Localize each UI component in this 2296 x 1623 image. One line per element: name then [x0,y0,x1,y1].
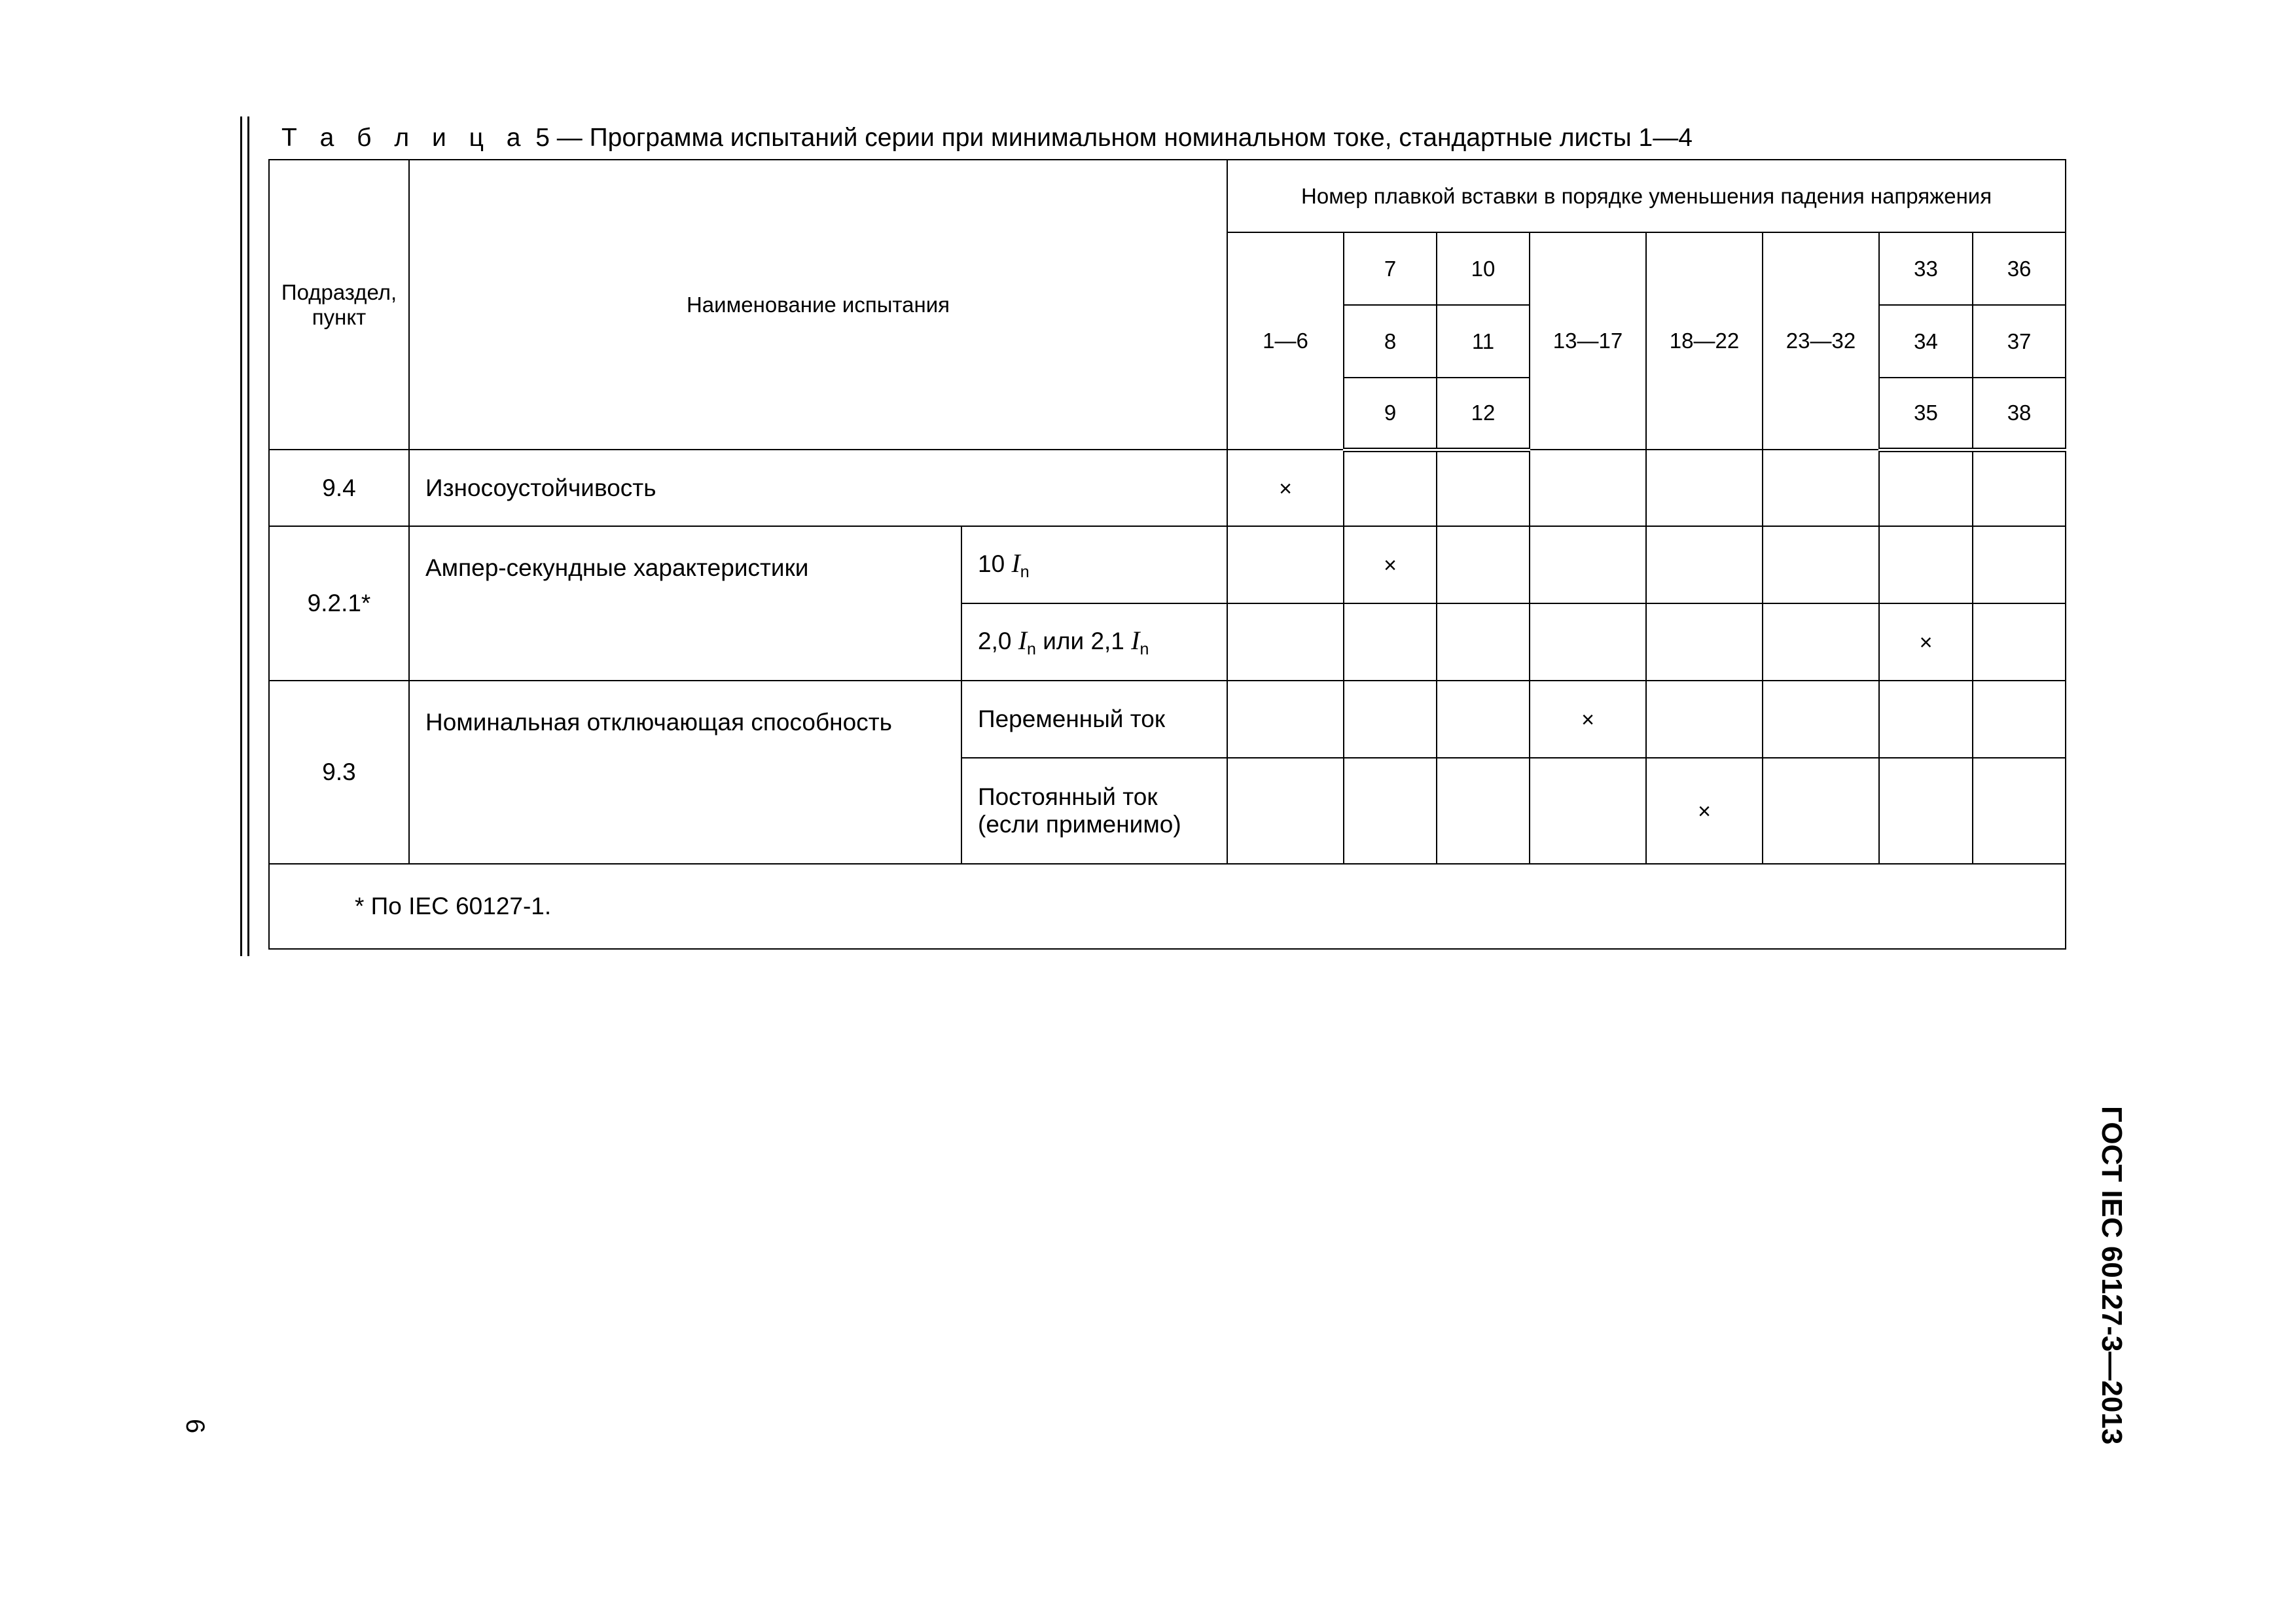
page-number: 6 [181,1419,209,1434]
table-caption [281,120,1693,156]
fuse-range-4: 13—17 [1530,232,1646,450]
test-mark-cell [1879,603,1973,681]
condition-dc: Постоянный ток (если применимо) [961,758,1227,864]
fuse-number: 35 [1879,378,1973,450]
test-mark: × [1581,707,1594,732]
test-mark-cell [1646,758,1763,864]
row-section-9-3: 9.3 [269,681,409,864]
row-test-wear: Износоустойчивость [409,450,1227,526]
fuse-number: 38 [1973,378,2066,450]
fuse-number: 7 [1344,232,1437,305]
fuse-number: 36 [1973,232,2066,305]
fuse-range-5: 18—22 [1646,232,1763,450]
fuse-number: 8 [1344,305,1437,378]
test-mark-cell [1227,450,1344,526]
fuse-number: 37 [1973,305,2066,378]
header-fuse-group: Номер плавкой вставки в порядке уменьшения падения напряжения [1227,160,2066,232]
fuse-number: 34 [1879,305,1973,378]
row-test-time-current: Ампер-секундные характеристики [409,526,961,681]
fuse-number: 33 [1879,232,1973,305]
row-section-9-2-1: 9.2.1* [269,526,409,681]
condition-10-in: 10 $I_n$ [961,526,1227,603]
table-footnote: * По IEC 60127-1. [269,864,2066,949]
fuse-range-1: 1—6 [1227,232,1344,450]
condition-2-0-in: 2,0 $I_n$ или 2,1 $I_n$ [961,603,1227,681]
fuse-range-6: 23—32 [1763,232,1879,450]
fuse-number: 10 [1437,232,1530,305]
table-caption-text: 5 — Программа испытаний серии при минимальном номинальном токе, стандартные листы 1—4 [528,124,1693,152]
row-section-9-4: 9.4 [269,450,409,526]
test-mark: × [1698,799,1711,824]
row-test-breaking-capacity: Номинальная отключающая способность [409,681,961,864]
test-mark-cell [1530,681,1646,758]
fuse-number: 9 [1344,378,1437,450]
test-mark: × [1919,630,1933,655]
fuse-number: 12 [1437,378,1530,450]
document-designation: ГОСТ IEC 60127-3—2013 [2096,1106,2128,1445]
condition-ac: Переменный ток [961,681,1227,758]
margin-change-bar [240,116,249,956]
test-program-table [268,159,2066,950]
test-mark: × [1384,553,1397,578]
fuse-number: 11 [1437,305,1530,378]
header-test-name: Наименование испытания [409,160,1227,450]
header-section: Подраздел, пункт [269,160,409,450]
test-mark: × [1279,476,1292,501]
table-caption-label: Т а б л и ц а [281,124,529,152]
test-mark-cell [1344,526,1437,603]
